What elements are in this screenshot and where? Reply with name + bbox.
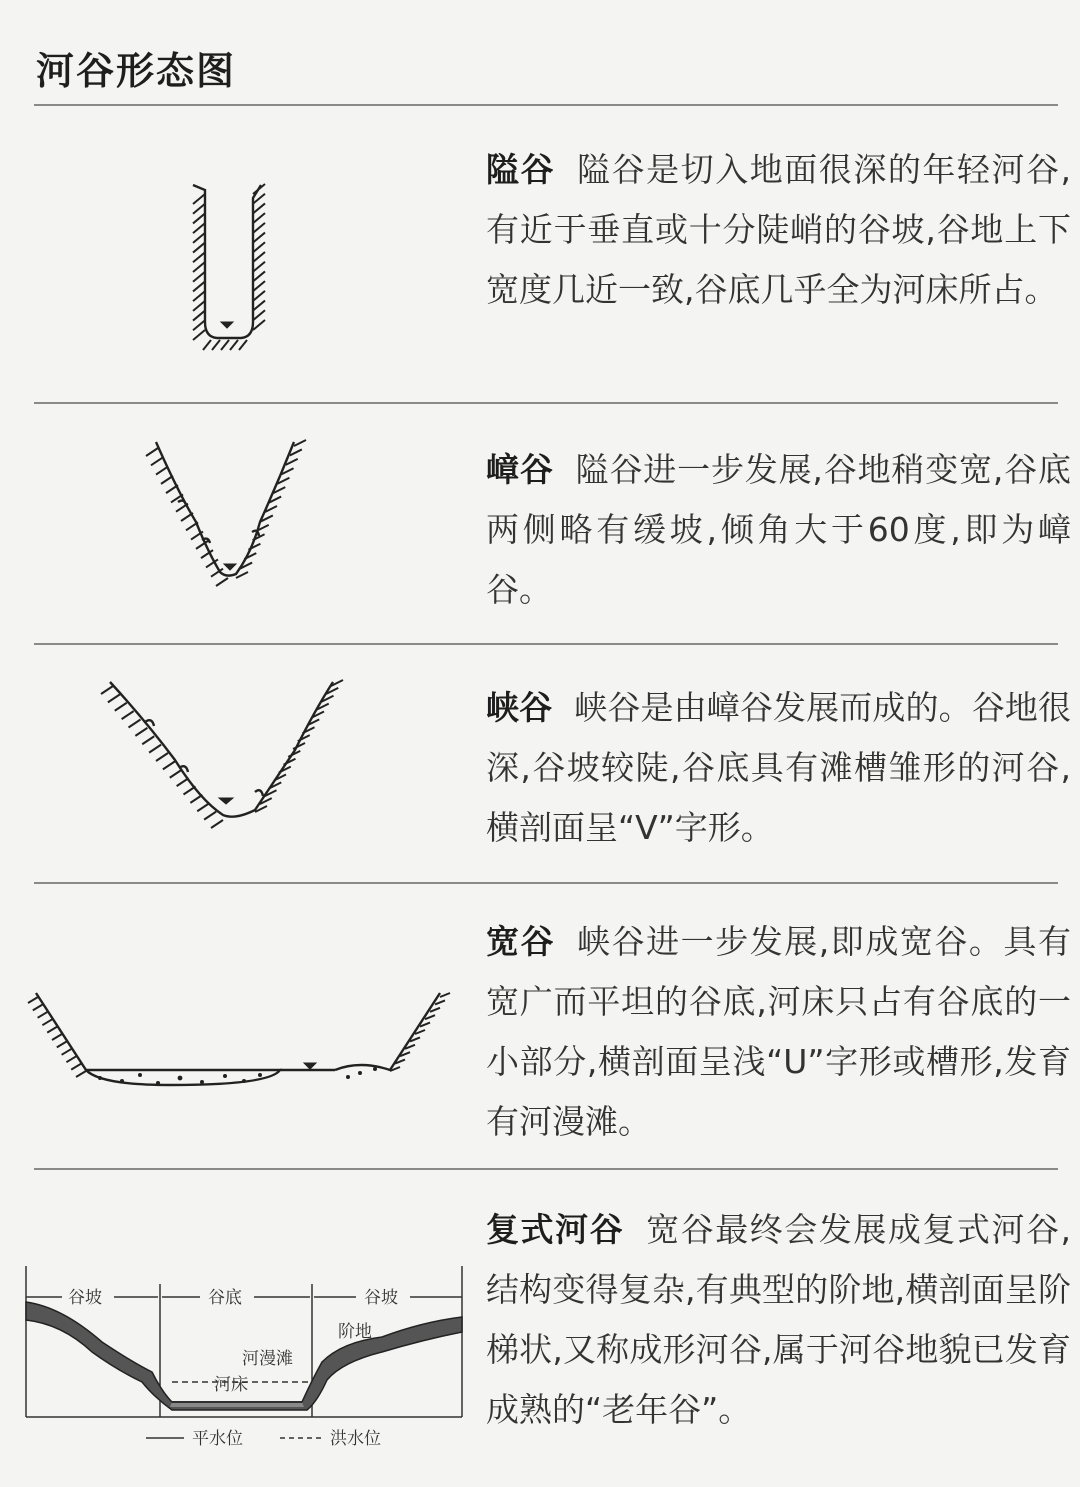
section-2-term: 嶂谷: [486, 450, 554, 489]
section-4-text: [486, 912, 1071, 1152]
section-4-term: 宽谷: [486, 922, 556, 961]
section-5-term: 复式河谷: [486, 1210, 625, 1249]
section-1-text: [486, 140, 1071, 320]
legend-flood-water: 洪水位: [330, 1429, 381, 1449]
label-slope-left: 谷坡: [68, 1288, 102, 1308]
section-5-text: [486, 1200, 1071, 1440]
section-5-description: 宽谷最终会发展成复式河谷,结构变得复杂,有典型的阶地,横剖面呈阶梯状,又称成形河谷,属于河谷地貌已发育成熟的“老年谷”。: [486, 1210, 1071, 1429]
broad-valley-figure: [30, 985, 455, 1100]
section-4-description: 峡谷进一步发展,即成宽谷。具有宽广而平坦的谷底,河床只占有谷底的一小部分,横剖面呈浅“U”字形或槽形,发育有河漫滩。: [486, 922, 1071, 1141]
label-floodplain: 河漫滩: [242, 1349, 293, 1369]
section-divider: [34, 1168, 1058, 1170]
section-2-text: [486, 440, 1071, 620]
section-3-text: [486, 678, 1071, 858]
section-3-description: 峡谷是由嶂谷发展而成的。谷地很深,谷坡较陡,谷底具有滩槽雏形的河谷,横剖面呈“V”字形。: [486, 688, 1071, 847]
compound-valley-figure: [22, 1262, 470, 1457]
legend-normal-water: 平水位: [192, 1429, 243, 1449]
label-riverbed: 河床: [214, 1375, 248, 1395]
label-terrace: 阶地: [338, 1322, 372, 1342]
section-1-term: 隘谷: [486, 150, 556, 189]
section-3-term: 峡谷: [486, 688, 553, 727]
label-valley-bottom: 谷底: [208, 1288, 242, 1308]
gorge-steep-figure: [148, 432, 308, 607]
section-divider: [34, 643, 1058, 645]
section-divider: [34, 402, 1058, 404]
canyon-figure: [105, 670, 340, 840]
label-slope-right: 谷坡: [364, 1288, 398, 1308]
section-1-description: 隘谷是切入地面很深的年轻河谷,有近于垂直或十分陡峭的谷坡,谷地上下宽度几近一致,谷底几乎全为河床所占。: [486, 150, 1071, 309]
page-title: 河谷形态图: [36, 49, 237, 93]
section-divider: [34, 882, 1058, 884]
title-divider: [34, 104, 1058, 106]
section-2-description: 隘谷进一步发展,谷地稍变宽,谷底两侧略有缓坡,倾角大于60度,即为嶂谷。: [486, 450, 1072, 609]
gorge-narrow-figure: [175, 180, 285, 355]
